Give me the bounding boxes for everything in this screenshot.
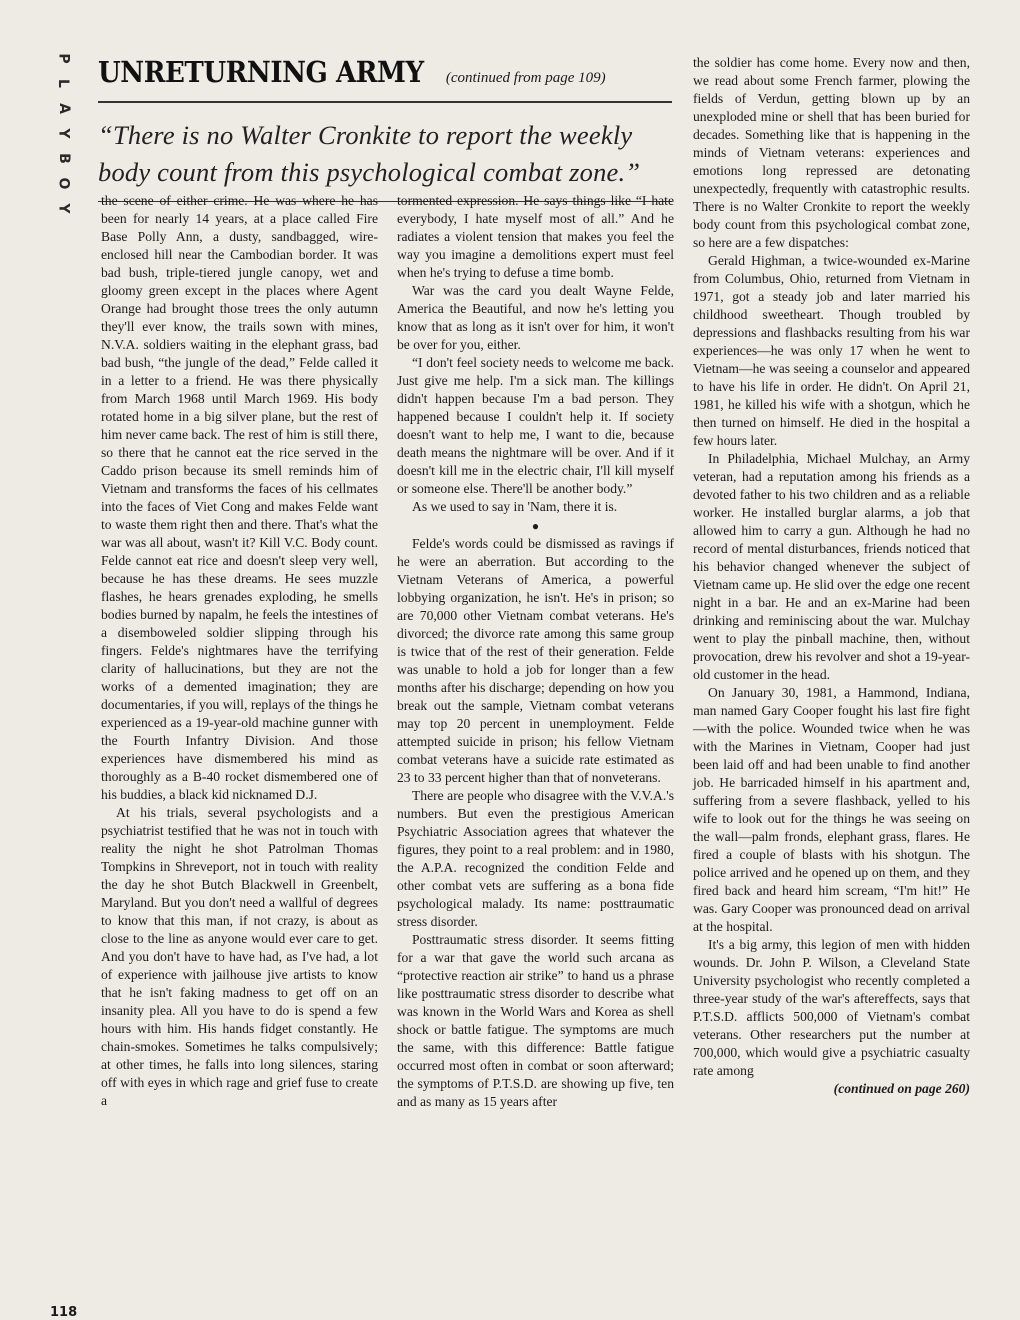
paragraph: Gerald Highman, a twice-wounded ex-Marine from Columbus, Ohio, returned from Vietnam in 1971, got a steady job and later married his childhood sweetheart. Though troubled by depressions and flashbacks resulting from his war experiences—he was only 17 when he went to Vietnam—he was seeing a counselor and appeared to have his life in order. He didn't. On April 21, 1981, he killed his wife with a shotgun, which he then turned on himself. He died in the hospital a few hours later. (693, 253, 970, 448)
paragraph: On January 30, 1981, a Hammond, Indiana, man named Gary Cooper fought his last fire fight—with the police. Wounded twice when he was with the Marines in Vietnam, Cooper had just been laid off and had been unable to find another job. He barricaded himself in his apartment and, suffering from a severe flashback, yelled to his wife to look out for the things he was seeing on the wall—palm fronds, elephant grass, flares. He fired a couple of blasts with his shotgun. The police arrived and he opened up on them, and they fired back and heard him scream, “I'm hit!” He was. Gary Cooper was pronounced dead on arrival at the hospital. (693, 685, 970, 934)
magazine-letter: A (55, 103, 72, 114)
paragraph: In Philadelphia, Michael Mulchay, an Army veteran, had a reputation among his friends as a devoted father to his two children and as a reliable worker. He installed burglar alarms, a job that allowed him to carry a gun. Although he had no record of mental disturbances, friends noticed that his behavior changed whenever the subject of Vietnam came up. He slid over the edge one recent night in a bar. He and an ex-Marine had been drinking and reminiscing about the war. Mulchay went to play the pinball machine, then, without provocation, drew his revolver and shot a 19-year-old customer in the head. (693, 451, 970, 682)
paragraph: the scene of either crime. He was where he has been for nearly 14 years, at a place called Fire Base Polly Ann, a dusty, sandbagged, wire-enclosed hill near the Cambodian border. It was bad bush, triple-tiered jungle canopy, wet and gloomy green except in the places where Agent Orange had brought those trees the only autumn they'll ever know, the trails sown with mines, N.V.A. soldiers waiting in the elephant grass, bad bad bush, “the jungle of the dead,” Felde called it in a letter to a friend. He was there physically from March 1968 until March 1969. His body rotated home in a big silver plane, but the rest of him never came back. The rest of him is still there, so there that he cannot eat the rice served in the Caddo prison because its smell reminds him of Vietnam and transforms the faces of his cellmates into the faces of Viet Cong and makes Felde want to waste them right then and there. That's what the war was all about, wasn't it? Kill V.C. Body count. Felde cannot eat rice and doesn't sleep very well, because he has these dreams. He sees muzzle flashes, he hears grenades exploding, he smells bodies burned by napalm, he feels the intestines of a disemboweled soldier slipping through his fingers. Felde's nightmares have the terrifying clarity of hallucinations, but they are not the works of a demented imagination; they are documentaries, if you will, replays of the things he experienced as a 19-year-old machine gunner with the Fourth Infantry Division. And those experiences have dismembered his mind as thoroughly as a B-40 rocket dismembered one of his buddies, a black kid nicknamed D.J. (101, 193, 378, 802)
continued-from: (continued from page 109) (445, 70, 606, 86)
pull-quote: “There is no Walter Cronkite to report the weekly body count from this psychological combat zone.” (98, 119, 641, 187)
magazine-letter: B (55, 153, 72, 164)
paragraph: At his trials, several psychologists and a psychiatrist testified that he was not in touch with reality the night he shot Patrolman Thomas Tompkins in Shreveport, not in touch with reality the day he shot Butch Blackwell in Greenbelt, Maryland. But you don't need a wallful of degrees to know that this man, if not crazy, is about as close to the line as anyone would ever care to get. And you don't have to have had, as I've had, a lot of experience with jailhouse jive artists to know that he isn't faking madness to get off on an insanity plea. All you have to do is spend a few hours with him. His hands fidget constantly. He chain-smokes. Sometimes he talks compulsively; at other times, he falls into long silences, staring off with eyes in which rage and grief fuse to create a (101, 805, 378, 1108)
title-row (98, 55, 672, 89)
section-separator: ● (531, 519, 540, 533)
header-rule (98, 101, 672, 103)
paragraph: Posttraumatic stress disorder. It seems fitting for a war that gave the world such arcana as “protective reaction air strike” to hand us a phrase like posttraumatic stress disorder to describe what was known in the World Wars and Korea as shell shock or battle fatigue. The symptoms are much the same, with this difference: Battle fatigue occurred most often in combat or soon afterward; the symptoms of P.T.S.D. are showing up five, ten and as many as 15 years after (397, 932, 674, 1109)
paragraph: War was the card you dealt Wayne Felde, America the Beautiful, and now he's letting you know that as long as it isn't over for him, it won't be over for you, either. (397, 283, 674, 352)
magazine-letter: P (55, 53, 72, 64)
column-2 (397, 192, 674, 1111)
paragraph: Felde's words could be dismissed as ravings if he were an aberration. But according to the Vietnam Veterans of America, a powerful lobbying organization, he isn't. He's in prison; so are 70,000 other Vietnam combat veterans. He's divorced; the divorce rate among this same group is twice that of the rest of their generation. Felde was unable to hold a job for longer than a few months after his discharge; depending on how you break out the sample, Vietnam combat veterans may top 20 percent in unemployment. Felde attempted suicide in prison; his fellow Vietnam combat veterans have a suicide rate estimated as 23 to 33 percent higher than that of nonveterans. (397, 536, 674, 785)
paragraph: It's a big army, this legion of men with hidden wounds. Dr. John P. Wilson, a Cleveland State University psychologist who recently completed a three-year study of the war's aftereffects, says that P.T.S.D. afflicts 500,000 of Vietnam's combat veterans. Other researchers put the number at 700,000, which would give a psychiatric casualty rate among (693, 937, 970, 1078)
article-header (98, 55, 672, 202)
paragraph: As we used to say in 'Nam, there it is. (412, 499, 618, 514)
paragraph: tormented expression. He says things like “I hate everybody, I hate myself most of all.” And he radiates a violent tension that makes you feel the way you imagine a demolitions expert must feel when he's trying to defuse a time bomb. (397, 193, 674, 280)
magazine-letter: Y (55, 128, 72, 139)
paragraph: There are people who disagree with the V.V.A.'s numbers. But even the prestigious American Psychiatric Association agrees that whatever the figures, they point to a real problem: and in 1980, the A.P.A. recognized the condition Felde and other combat vets are suffering as a bona fide psychological malady. Its name: posttraumatic stress disorder. (397, 788, 674, 929)
page-number: 118 (50, 1305, 78, 1320)
column-1 (101, 192, 378, 1110)
continued-on: (continued on page 260) (833, 1081, 970, 1096)
magazine-letter: O (55, 177, 72, 190)
magazine-letter: Y (55, 203, 72, 214)
article-title: UNRETURNING ARMY (98, 55, 424, 89)
paragraph: “I don't feel society needs to welcome me back. Just give me help. I'm a sick man. The killings didn't happen because I'm a bad person. They happened because I couldn't help it. If society doesn't want to help me, I want to die, because death means the nightmare will be over. And if it doesn't kill me in the electric chair, I'll kill myself or someone else. There'll be another body.” (397, 355, 674, 496)
magazine-name (52, 46, 72, 221)
paragraph: the soldier has come home. Every now and then, we read about some French farmer, plowing the fields of Verdun, getting blown up by an unexploded mine or shell that has been buried for decades. Something like that is happening in the minds of Vietnam veterans: experiences and emotions long repressed are detonating unexpectedly, frequently with catastrophic results. There is no Walter Cronkite to report the weekly body count from this psychological combat zone, so here are a few dispatches: (693, 55, 970, 250)
column-3 (693, 54, 970, 1098)
magazine-letter: L (55, 79, 72, 88)
